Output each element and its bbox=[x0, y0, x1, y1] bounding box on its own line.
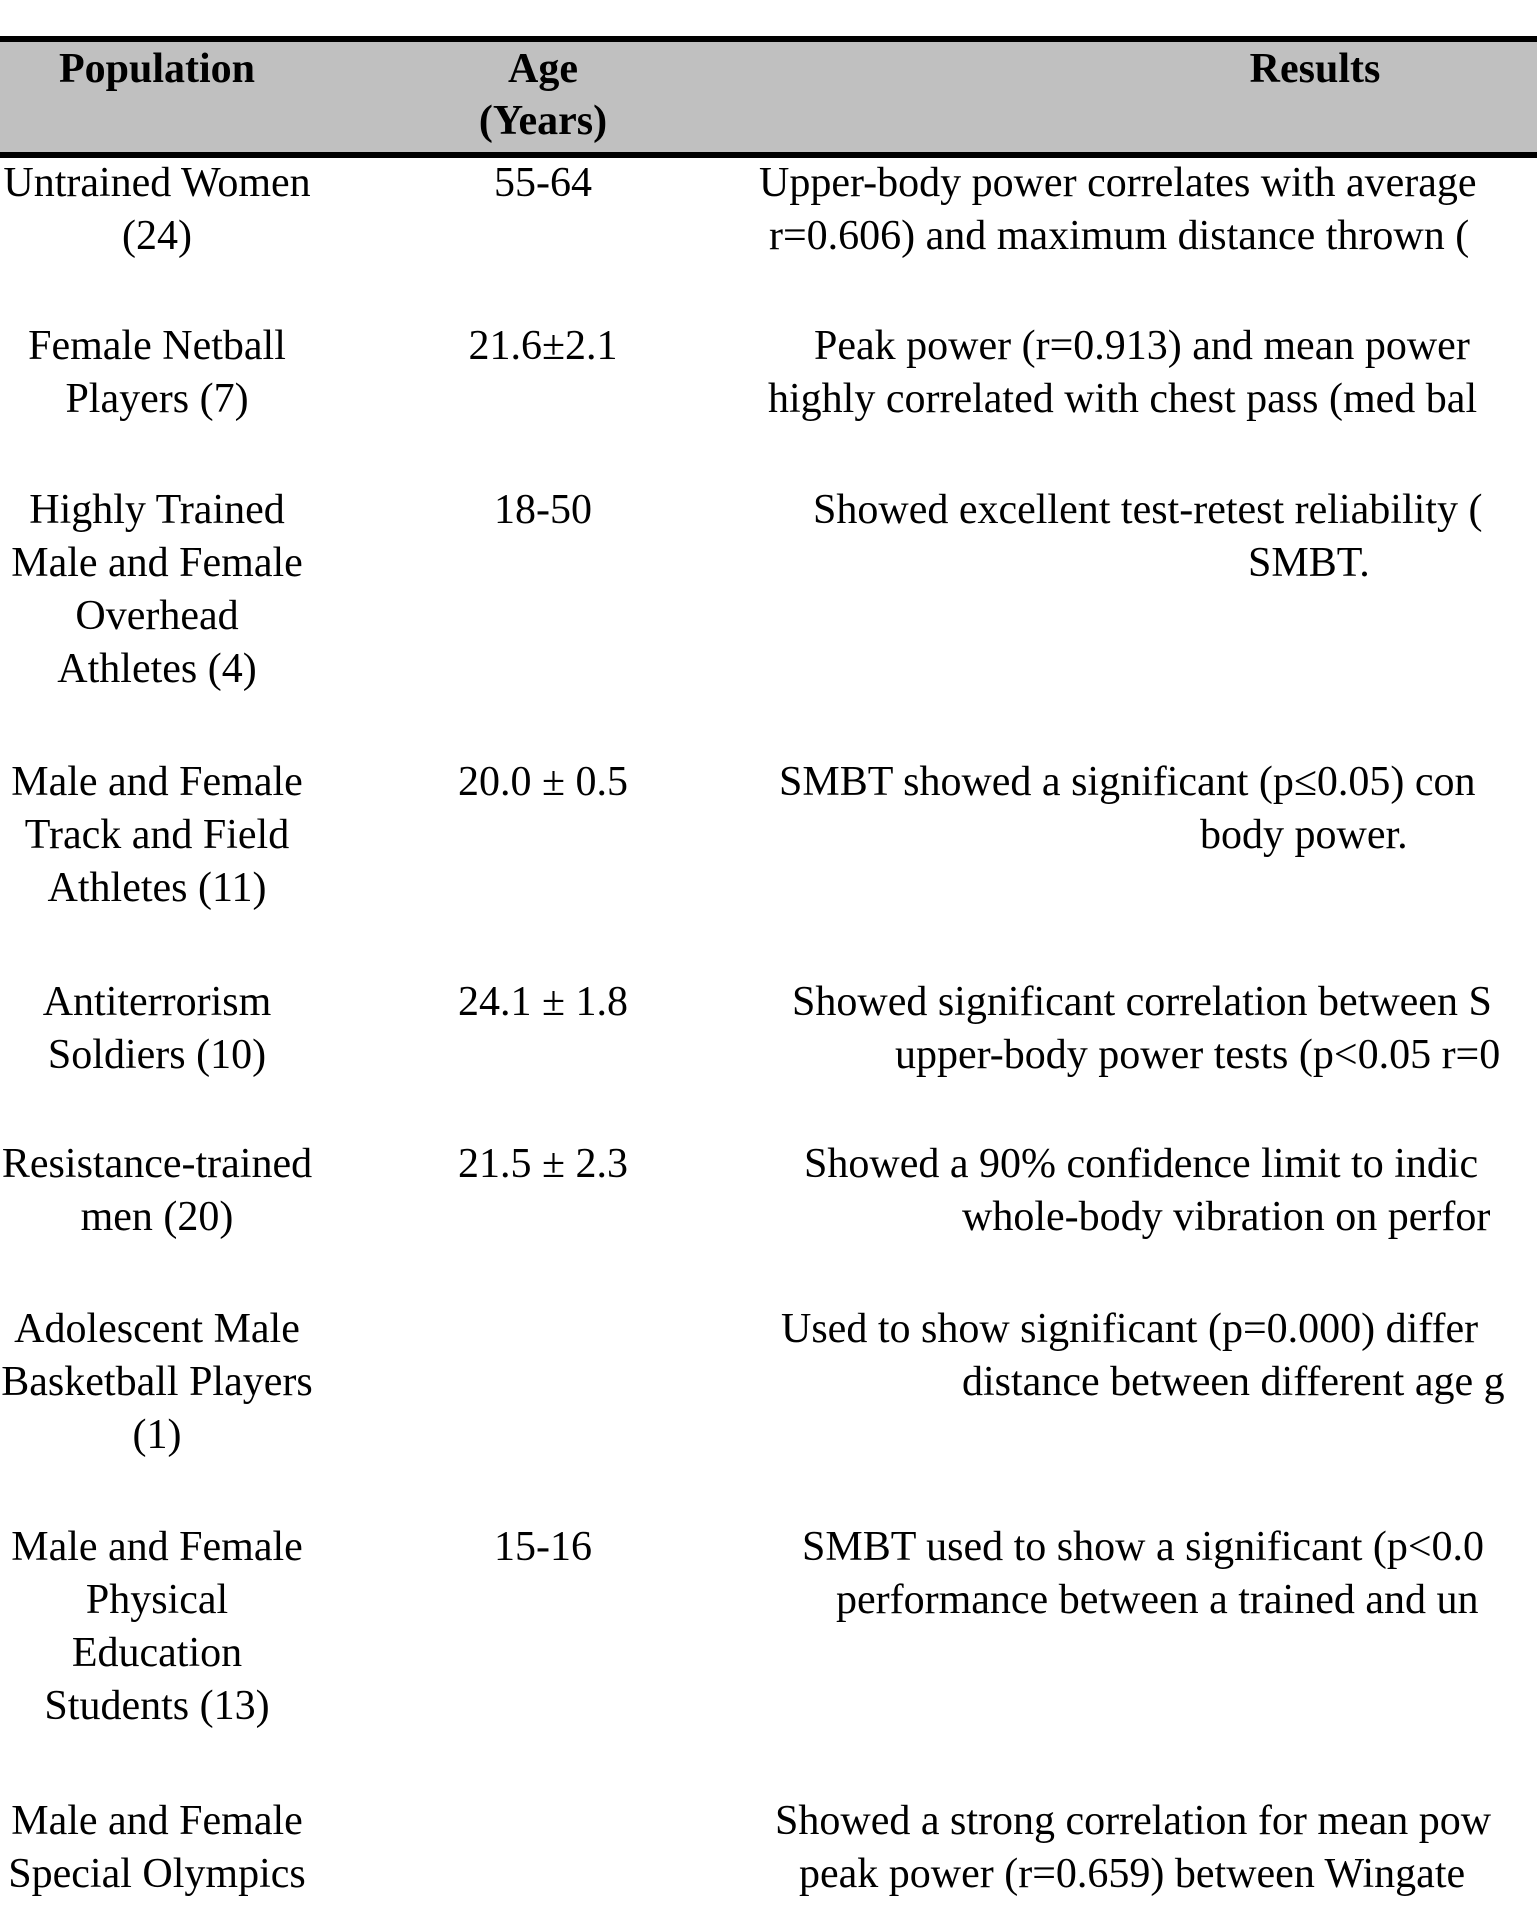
table-row bbox=[0, 1138, 1537, 1240]
population-cell-line: Untrained Women bbox=[3, 160, 311, 206]
results-cell-line: body power. bbox=[1200, 812, 1408, 858]
table-row bbox=[0, 484, 1537, 692]
population-cell-line: Physical bbox=[85, 1577, 229, 1623]
results-cell-line: Showed excellent test-retest reliability ( bbox=[813, 487, 1483, 533]
population-cell-line: Antiterrorism bbox=[42, 979, 272, 1025]
population-cell-line: Special Olympics bbox=[8, 1851, 306, 1897]
results-cell-line: Showed a 90% confidence limit to indic bbox=[804, 1141, 1479, 1187]
population-cell-line: Track and Field bbox=[24, 812, 290, 858]
age-cell: 24.1 ± 1.8 bbox=[457, 979, 629, 1025]
population-cell-line: Male and Female bbox=[11, 1524, 303, 1570]
age-cell: 18-50 bbox=[494, 487, 592, 533]
results-cell-line: Peak power (r=0.913) and mean power bbox=[814, 323, 1470, 369]
table-row bbox=[0, 1521, 1537, 1729]
table-row bbox=[0, 976, 1537, 1078]
age-cell: 55-64 bbox=[494, 160, 592, 206]
population-cell-line: Male and Female bbox=[11, 759, 303, 805]
population-cell-line: Athletes (11) bbox=[47, 865, 267, 911]
population-cell-line: Adolescent Male bbox=[14, 1306, 300, 1352]
header-results: Results bbox=[1249, 46, 1381, 92]
table-row bbox=[0, 157, 1537, 259]
table-row bbox=[0, 320, 1537, 422]
results-cell-line: highly correlated with chest pass (med bal bbox=[768, 376, 1478, 422]
results-cell-line: SMBT showed a significant (p≤0.05) con bbox=[779, 759, 1476, 805]
age-cell: 15-16 bbox=[494, 1524, 592, 1570]
results-cell-line: Showed a strong correlation for mean pow bbox=[775, 1798, 1492, 1844]
table-row bbox=[0, 1303, 1537, 1458]
results-cell-line: peak power (r=0.659) between Wingate bbox=[799, 1851, 1466, 1897]
age-cell: 21.6±2.1 bbox=[468, 323, 618, 369]
age-cell: 21.5 ± 2.3 bbox=[457, 1141, 629, 1187]
population-cell-line: Male and Female bbox=[11, 540, 303, 586]
results-cell-line: r=0.606) and maximum distance thrown ( bbox=[769, 213, 1470, 259]
population-cell-line: Resistance-trained bbox=[1, 1141, 313, 1187]
population-cell-line: men (20) bbox=[80, 1194, 234, 1240]
population-cell-line: (1) bbox=[132, 1412, 182, 1458]
results-cell-line: performance between a trained and un bbox=[836, 1577, 1479, 1623]
results-cell-line: SMBT used to show a significant (p<0.0 bbox=[802, 1524, 1485, 1570]
results-cell-line: Upper-body power correlates with average bbox=[759, 160, 1477, 206]
population-cell-line: Students (13) bbox=[44, 1683, 270, 1729]
population-cell-line: Basketball Players bbox=[1, 1359, 313, 1405]
header-age: Age bbox=[508, 46, 578, 92]
population-cell-line: Education bbox=[71, 1630, 243, 1676]
table-row bbox=[0, 1795, 1537, 1897]
population-cell-line: (24) bbox=[122, 213, 192, 259]
population-cell-line: Highly Trained bbox=[29, 487, 285, 533]
header-population: Population bbox=[58, 46, 256, 92]
population-cell-line: Female Netball bbox=[28, 323, 286, 369]
population-cell-line: Athletes (4) bbox=[57, 646, 257, 692]
population-cell-line: Male and Female bbox=[11, 1798, 303, 1844]
results-cell-line: SMBT. bbox=[1248, 540, 1370, 586]
table-row bbox=[0, 756, 1537, 911]
results-cell-line: Used to show significant (p=0.000) differ bbox=[781, 1306, 1479, 1352]
age-cell: 20.0 ± 0.5 bbox=[457, 759, 629, 805]
results-cell-line: Showed significant correlation between S bbox=[792, 979, 1492, 1025]
population-cell-line: Players (7) bbox=[65, 376, 249, 422]
population-cell-line: Soldiers (10) bbox=[47, 1032, 267, 1078]
results-cell-line: distance between different age g bbox=[962, 1359, 1505, 1405]
results-cell-line: whole-body vibration on perfor bbox=[962, 1194, 1491, 1240]
results-cell-line: upper-body power tests (p<0.05 r=0 bbox=[895, 1032, 1501, 1078]
header-age-unit: (Years) bbox=[478, 98, 608, 144]
population-cell-line: Overhead bbox=[75, 593, 239, 639]
